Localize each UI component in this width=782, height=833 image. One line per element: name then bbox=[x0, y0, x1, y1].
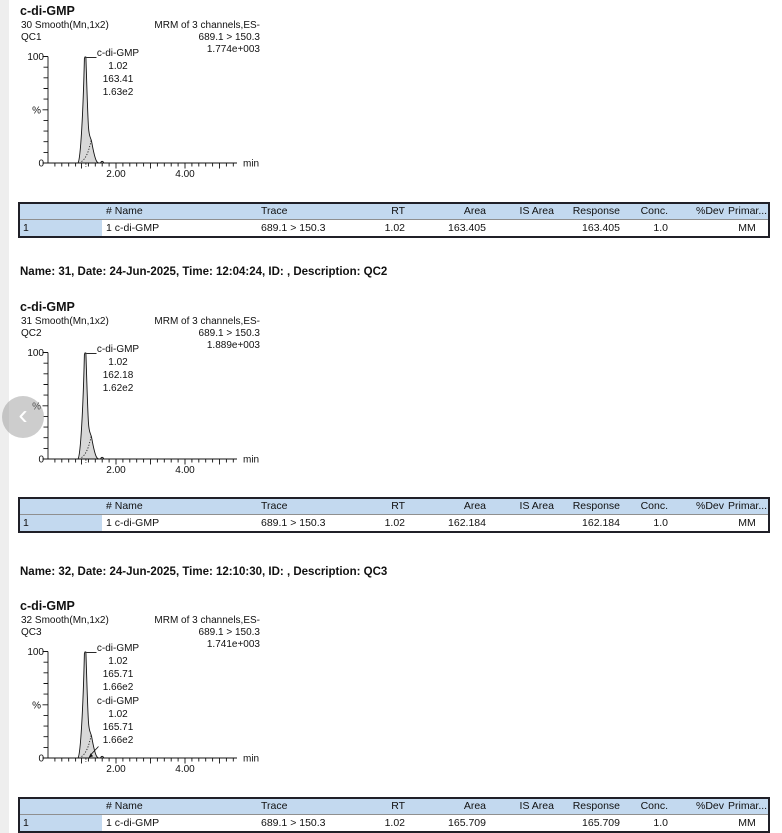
y-axis-max-label: 100 bbox=[27, 647, 44, 658]
y-axis-ticks bbox=[43, 652, 49, 759]
cell-rownum: 1 bbox=[20, 815, 102, 831]
chromatogram-peak bbox=[78, 57, 99, 163]
col-response: Response bbox=[572, 500, 620, 512]
cell-rownum: 1 bbox=[20, 515, 102, 531]
peak-annotation-name: c-di-GMP bbox=[96, 48, 140, 59]
cell-rt: 1.02 bbox=[384, 222, 405, 234]
peak-annotation-rt: 1.02 bbox=[108, 61, 128, 72]
col-name: # Name bbox=[106, 500, 143, 512]
chart-title: c-di-GMP bbox=[20, 300, 75, 314]
cell-area: 162.184 bbox=[448, 517, 486, 529]
cell-name: 1 c-di-GMP bbox=[106, 517, 160, 529]
peak-annotation-area: 165.71 bbox=[102, 669, 134, 680]
y-axis-min-label: 0 bbox=[38, 454, 44, 466]
y-axis-unit-label: % bbox=[32, 401, 41, 413]
peak-annotation-rt: 1.02 bbox=[108, 656, 128, 667]
col-trace: Trace bbox=[261, 500, 288, 512]
cell-conc: 1.0 bbox=[653, 517, 668, 529]
cell-trace: 689.1 > 150.3 bbox=[261, 222, 326, 234]
y-axis-max-label: 100 bbox=[27, 52, 44, 63]
sample-header-qc3: Name: 32, Date: 24-Jun-2025, Time: 12:10:30, ID: , Description: QC3 bbox=[20, 566, 388, 578]
peak-annotation-area: 162.18 bbox=[102, 370, 134, 381]
table-row[interactable] bbox=[20, 220, 768, 236]
chevron-left-icon: ‹ bbox=[18, 399, 28, 430]
table-header-row bbox=[20, 799, 768, 815]
cell-primary: MM bbox=[738, 222, 756, 234]
intensity-info: 1.774e+003 bbox=[206, 44, 260, 55]
chromatogram-qc3 bbox=[0, 597, 270, 783]
col-dev: %Dev bbox=[695, 800, 724, 812]
smooth-info: 30 Smooth(Mn,1x2) bbox=[21, 20, 109, 31]
cell-primary: MM bbox=[738, 517, 756, 529]
acquisition-info: MRM of 3 channels,ES- bbox=[154, 316, 260, 327]
cell-response: 165.709 bbox=[582, 817, 620, 829]
col-rt: RT bbox=[391, 800, 405, 812]
col-response: Response bbox=[572, 205, 620, 217]
peak-annotation2-name: c-di-GMP bbox=[96, 696, 140, 707]
cell-is-area bbox=[490, 515, 558, 531]
x-tick-label-4: 4.00 bbox=[175, 169, 195, 180]
minor-peak bbox=[101, 457, 104, 459]
x-axis-unit-label: min bbox=[243, 753, 260, 765]
table-header-row bbox=[20, 499, 768, 515]
col-trace: Trace bbox=[261, 205, 288, 217]
col-primary: Primar... bbox=[728, 205, 768, 217]
y-axis-unit-label: % bbox=[32, 700, 41, 712]
peak-annotation-name: c-di-GMP bbox=[96, 344, 140, 355]
sample-header-qc2: Name: 31, Date: 24-Jun-2025, Time: 12:04:24, ID: , Description: QC2 bbox=[20, 266, 388, 278]
cell-area: 163.405 bbox=[448, 222, 486, 234]
results-table-qc2 bbox=[18, 497, 770, 533]
chart-title: c-di-GMP bbox=[20, 4, 75, 18]
cell-response: 162.184 bbox=[582, 517, 620, 529]
chromatogram-qc2 bbox=[0, 298, 270, 484]
cell-conc: 1.0 bbox=[653, 817, 668, 829]
peak-annotation2-area: 165.71 bbox=[102, 722, 134, 733]
cell-is-area bbox=[490, 220, 558, 236]
results-table-qc3 bbox=[18, 797, 770, 833]
cell-is-area bbox=[490, 815, 558, 831]
sample-id: QC1 bbox=[21, 32, 42, 43]
chromatogram-peak bbox=[78, 353, 99, 459]
acquisition-info: MRM of 3 channels,ES- bbox=[154, 615, 260, 626]
rownum-header bbox=[20, 799, 102, 814]
peak-annotation2-height: 1.66e2 bbox=[102, 735, 134, 746]
y-axis-min-label: 0 bbox=[38, 158, 44, 170]
chromatogram-qc1 bbox=[0, 2, 270, 188]
cell-response: 163.405 bbox=[582, 222, 620, 234]
cell-rownum: 1 bbox=[20, 220, 102, 236]
chart-title: c-di-GMP bbox=[20, 599, 75, 613]
col-primary: Primar... bbox=[728, 800, 768, 812]
col-rt: RT bbox=[391, 500, 405, 512]
rownum-header bbox=[20, 204, 102, 219]
x-axis-unit-label: min bbox=[243, 454, 260, 466]
table-row[interactable] bbox=[20, 815, 768, 831]
col-dev: %Dev bbox=[695, 500, 724, 512]
col-area: Area bbox=[463, 205, 486, 217]
col-dev: %Dev bbox=[695, 205, 724, 217]
y-axis-unit-label: % bbox=[32, 105, 41, 117]
intensity-info: 1.889e+003 bbox=[206, 340, 260, 351]
peak-annotation-rt: 1.02 bbox=[108, 357, 128, 368]
table-row[interactable] bbox=[20, 515, 768, 531]
col-is-area: IS Area bbox=[519, 205, 554, 217]
peak-annotation-name: c-di-GMP bbox=[96, 643, 140, 654]
y-axis-min-label: 0 bbox=[38, 753, 44, 765]
peak-annotation-height: 1.66e2 bbox=[102, 682, 134, 693]
col-is-area: IS Area bbox=[519, 800, 554, 812]
results-table-qc1 bbox=[18, 202, 770, 238]
peak-annotation-area: 163.41 bbox=[102, 74, 134, 85]
cell-dev bbox=[676, 515, 726, 531]
minor-peak bbox=[101, 756, 104, 758]
peak-annotation-height: 1.62e2 bbox=[102, 383, 134, 394]
rownum-header bbox=[20, 499, 102, 514]
cell-primary: MM bbox=[738, 817, 756, 829]
col-is-area: IS Area bbox=[519, 500, 554, 512]
trace-info: 689.1 > 150.3 bbox=[198, 32, 260, 43]
cell-rt: 1.02 bbox=[384, 817, 405, 829]
cell-trace: 689.1 > 150.3 bbox=[261, 817, 326, 829]
sample-id: QC2 bbox=[21, 328, 42, 339]
cell-dev bbox=[676, 220, 726, 236]
x-tick-label-4: 4.00 bbox=[175, 465, 195, 476]
col-name: # Name bbox=[106, 800, 143, 812]
col-area: Area bbox=[463, 800, 486, 812]
y-axis-ticks bbox=[43, 57, 49, 164]
col-conc: Conc. bbox=[640, 205, 668, 217]
col-response: Response bbox=[572, 800, 620, 812]
cell-dev bbox=[676, 815, 726, 831]
col-trace: Trace bbox=[261, 800, 288, 812]
x-tick-label-2: 2.00 bbox=[106, 169, 126, 180]
y-axis-ticks bbox=[43, 353, 49, 460]
x-axis-unit-label: min bbox=[243, 158, 260, 170]
minor-peak bbox=[101, 161, 104, 163]
x-tick-label-4: 4.00 bbox=[175, 764, 195, 775]
peak-annotation-height: 1.63e2 bbox=[102, 87, 134, 98]
col-conc: Conc. bbox=[640, 500, 668, 512]
col-name: # Name bbox=[106, 205, 143, 217]
table-header-row bbox=[20, 204, 768, 220]
x-tick-label-2: 2.00 bbox=[106, 465, 126, 476]
trace-info: 689.1 > 150.3 bbox=[198, 328, 260, 339]
y-axis-max-label: 100 bbox=[27, 348, 44, 359]
cell-conc: 1.0 bbox=[653, 222, 668, 234]
cell-trace: 689.1 > 150.3 bbox=[261, 517, 326, 529]
intensity-info: 1.741e+003 bbox=[206, 639, 260, 650]
cell-rt: 1.02 bbox=[384, 517, 405, 529]
smooth-info: 32 Smooth(Mn,1x2) bbox=[21, 615, 109, 626]
cell-name: 1 c-di-GMP bbox=[106, 222, 160, 234]
cell-name: 1 c-di-GMP bbox=[106, 817, 160, 829]
col-primary: Primar... bbox=[728, 500, 768, 512]
smooth-info: 31 Smooth(Mn,1x2) bbox=[21, 316, 109, 327]
peak-annotation2-rt: 1.02 bbox=[108, 709, 128, 720]
cell-area: 165.709 bbox=[448, 817, 486, 829]
chromatogram-peak bbox=[78, 652, 99, 758]
col-area: Area bbox=[463, 500, 486, 512]
col-conc: Conc. bbox=[640, 800, 668, 812]
sample-id: QC3 bbox=[21, 627, 42, 638]
x-tick-label-2: 2.00 bbox=[106, 764, 126, 775]
acquisition-info: MRM of 3 channels,ES- bbox=[154, 20, 260, 31]
col-rt: RT bbox=[391, 205, 405, 217]
previous-page-button[interactable] bbox=[2, 396, 44, 438]
trace-info: 689.1 > 150.3 bbox=[198, 627, 260, 638]
